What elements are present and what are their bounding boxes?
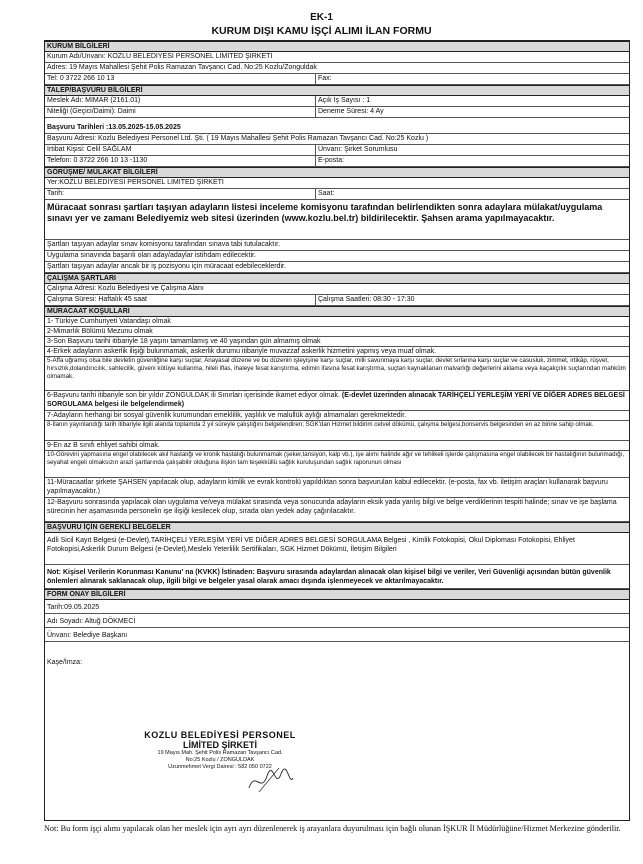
section-gorusme: GÖRÜŞME/ MÜLAKAT BİLGİLERİ [45,167,629,178]
kosul-1: 1- Türkiye Cumhuriyeti Vatandaşı olmak [45,317,629,327]
basvuru-adresi: Başvuru Adresi: Kozlu Belediyesi Personel Ltd. Şti. ( 19 Mayıs Mahallesi Şehit Polis Ramazan Tavşancı Cad. No:25 Kozlu ) [45,134,629,145]
gorusme-saat: Saat: [315,189,629,199]
kurum-contact-row [45,74,629,85]
basvuru-tarihleri: Başvuru Tarihleri :13.05.2025-15.05.2025 [45,123,629,134]
gerekli-belgeler: Adli Sicil Kayıt Belgesi (e-Devlet),TARİHÇELİ YERLEŞİM YERİ VE DİĞER ADRES BELGESİ SORGULAMA Belgesi , Kimlik Fotokopisi, Okul Diploması Fotokopisi, Ehliyet Fotokopisi,Askerlik Durum Belgesi (e-Devlet),Mesleki Yeterlilik Sertifikaları, SGK Hizmet Dökümü, İletişim Bilgileri [45,533,629,565]
telefon: Telefon: 0 3722 266 10 13 -1130 [47,157,148,164]
onay-unvan: Ünvanı: Belediye Başkanı [45,628,629,642]
kurum-name: Kurum Adı/Unvanı: KOZLU BELEDİYESİ PERSONEL LİMİTED ŞİRKETİ [45,52,629,63]
eposta: E-posta: [315,156,629,166]
kosul-7: 7-Adayların herhangi bir sosyal güvenlik kurumundan emeklilik, yaşlılık ve malullük aylığı almamaları gerekmektedir. [45,411,629,421]
kvkk-notice: Not: Kişisel Verilerin Korunması Kanunu' na (KVKK) İstinaden: Başvuru sırasında adaylardan alınacak olan kişisel bilgi ve veriler, Veri Güvenliği açısından bütün güvenlik önlemleri alınarak saklanacak olup, ilgili bilgi ve belgeler yasal olarak amacı dışında işlenmeyecek ve aktarılmayacaktır. [45,565,629,589]
kosul-8: 8-İlanın yayınlandığı tarih itibariyle ilgili alanda toplamda 2 yıl süreyle çalıştığını belgelendiren; SGK'dan Hizmet bildirim cetvel dökümü, çalışma belgesi,bonservis belgesinden en az birine sahip olmak. [45,421,629,441]
irtibat-unvan: Ünvanı: Şirket Sorumlusu [315,145,629,155]
signature-icon [245,766,295,796]
kosul-4: 4-Erkek adayların askerlik ilişiği bulunmamak, askerlik durumu itibariyle muvazzaf askerlik hizmetini yapmış veya muaf olmak. [45,347,629,357]
section-talep: TALEP/BAŞVURU BİLGİLERİ [45,85,629,96]
kurum-tel: Tel: 0 3722 266 10 13 [47,75,115,82]
acik-is-sayisi: Açık İş Sayısı : 1 [315,96,629,106]
telefon-row [45,156,629,167]
form-title: KURUM DIŞI KAMU İŞÇİ ALIMI İLAN FORMU [211,25,432,37]
section-calisma: ÇALIŞMA ŞARTLARI [45,273,629,284]
kosul-11: 11-Müracaatlar şirkete ŞAHSEN yapılacak olup, adayların kimlik ve evrak kontrolü yapıldıktan sonra başvuruları kabul edilecektir. (e-posta, fax vb. iletişim araçları kullanarak başvuru yapılmayacaktır.) [45,478,629,498]
calisma-adresi: Çalışma Adresi: Kozlu Belediyesi ve Çalışma Alanı [45,284,629,295]
kosul-6 [45,391,629,411]
talep-row-2 [45,107,629,118]
nitelik: Niteliği (Geçici/Daimi): Daimi [47,108,136,115]
stamp-line-2: LİMİTED ŞİRKETİ [183,740,257,750]
section-kurum: KURUM BİLGİLERİ [45,41,629,52]
kosul-12: 12-Başvuru sonrasında yapılacak olan uygulama ve/veya mülakat sırasında veya sonucunda adayların eksik yada yanlış bilgi ve belge verdiklerinin tespiti halinde; sınav ve işe başlama sürecinin her aşamasında personelin işe ilişiği kesilecek olup, sırada olan yedek aday çağırılacaktır. [45,498,629,522]
gorusme-yer: Yer:KOZLU BELEDİYESİ PERSONEL LİMİTED ŞİRKETİ [45,178,629,189]
kosul-5: 5-Affa uğramış olsa bile devletin güvenliğine karşı suçlar, Anayasal düzene ve bu düzenin işleyişine karşı suçlar, milli savunmaya karşı suçlar, devlet sırlarına karşı suçlar ve casusluk, zimmet, irtikâp, rüşvet, hırsızlık,dolandırıcılık, sahtecilik, güveni kötüye kullanma, hileli iflas, ihaleye fesat karıştırma, edimin ifasına fesat karıştırma, suçtan kaynaklanan malvarlığı değerlerini aklama veya kaçakçılık suçlarından mahkûm olmamak. [45,357,629,391]
calisma-suresi: Çalışma Süresi: Haftalık 45 saat [47,296,147,303]
onay-adsoyad: Adı Soyadı: Altuğ DÖKMECİ [45,614,629,628]
deneme-suresi: Deneme Süresi: 4 Ay [315,107,629,117]
section-muracaat: MÜRACAAT KOŞULLARI [45,306,629,317]
onay-tarih: Tarih:09.05.2025 [45,600,629,614]
kosul-9: 9-En az B sınıfı ehliyet sahibi olmak. [45,441,629,451]
announcement-form [44,40,630,821]
section-belgeler: BAŞVURU İÇİN GEREKLİ BELGELER [45,522,629,533]
stamp-line-1: KOZLU BELEDİYESİ PERSONEL [144,730,296,740]
kosul-10: 10-Görevini yapmasına engel olabilecek akıl hastalığı ve kronik hastalığı bulunmamak (şeker,tansiyon, kalp vb.), işe alımı halinde ağır ve tehlikeli işlerde çalışmasına engel olabilecek bir hastalığının bulunmadığı, seyahat engeli olmaksızın arazi şartlarında çalışabilir olduğuna ilişkin tam teşekküllü sağlık kuruluşundan sağlık raporunun olması [45,451,629,478]
talep-row-1 [45,96,629,107]
mulakat-notice: Müracaat sonrası şartları taşıyan adayların listesi inceleme komisyonu tarafından belirlendikten sonra adaylara mülakat/uygulama sınavı yer ve zamanı Belediyemiz web sitesi üzerinden (www.kozlu.bel.tr) bildirilecektir. Şahsen arama yapılmayacaktır. [45,200,629,240]
gorusme-line-1: Şartları taşıyan adaylar sınav komisyonu tarafından sınava tabi tutulacaktır. [45,240,629,251]
gorusme-tarih-row [45,189,629,200]
irtibat-kisisi: İrtibat Kişisi: Celil SAĞLAM [47,146,132,153]
gorusme-tarih: Tarih: [47,190,65,197]
stamp-line-3: 19 Mayıs Mah. Şehit Polis Ramazan Tavşancı Cad. [157,750,283,756]
kosul-6-text: 6-Başvuru tarihi itibariyle son bir yıldır ZONGULDAK ili Sınırları içerisinde ikamet ediyor olmak. [47,392,340,399]
kurum-address: Adres: 19 Mayıs Mahallesi Şehit Polis Ramazan Tavşancı Cad. No:25 Kozlu/Zonguldak [45,63,629,74]
gorusme-line-3: Şartları taşıyan adaylar ancak bir iş pozisyonu için müracaat edebileceklerdir. [45,262,629,273]
kosul-6-bold: (E-devlet üzerinden alınacak TARİHÇELİ YERLEŞİM YERİ VE DİĞER ADRES BELGESİ SORGULAMA belgesi ile belgelendirmek) [47,392,625,408]
stamp-line-5: Uzunmehmet Vergi Dairesi : 582 050 0722 [168,764,272,770]
meslek-adi: Meslek Adı: MİMAR (2161.01) [47,97,141,104]
irtibat-row [45,145,629,156]
form-code: EK-1 [310,12,333,23]
kurum-fax: Fax: [315,74,629,84]
gorusme-line-2: Uygulama sınavında başarılı olan aday/adaylar istihdam edilecektir. [45,251,629,262]
section-onay: FORM ONAY BİLGİLERİ [45,589,629,600]
calisma-saatleri: Çalışma Saatleri: 08:30 - 17:30 [315,295,629,305]
stamp-line-4: No:25 Kozlu / ZONGULDAK [185,757,255,763]
kosul-3: 3-Son Başvuru tarihi itibariyle 18 yaşını tamamlamış ve 40 yaşından gün almamış olmak [45,337,629,347]
kosul-2: 2-Mimarlık Bölümü Mezunu olmak [45,327,629,337]
onay-kase: Kaşe/İmza: [47,659,83,666]
calisma-row [45,295,629,306]
company-stamp [130,730,310,771]
footer-note: Not: Bu form işçi alımı yapılacak olan her meslek için ayrı ayrı düzenlenerek iş arayanlara duyurulması için bağlı olunan İŞKUR İl Müdürlüğüne/Hizmet Merkezine gönderilir. [44,824,621,833]
